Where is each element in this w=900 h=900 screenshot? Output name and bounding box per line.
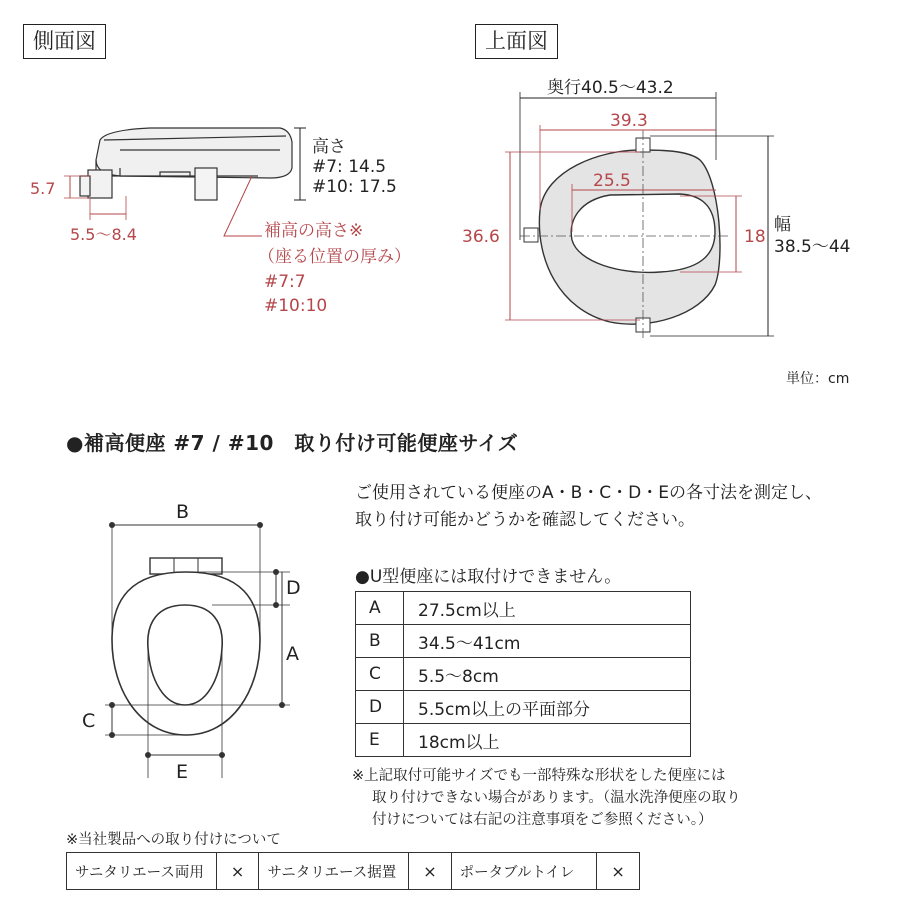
size-value: 34.5〜41cm [404,625,691,658]
compat-name: ポータブルトイレ [452,853,598,889]
raise-10: #10:10 [264,296,328,316]
size-key: D [356,691,404,724]
top-view-drawing [520,130,728,340]
footnote [352,765,842,831]
footnote-line2: 取り付けできない場合があります。（温水洗浄便座の取り [372,790,741,806]
seat-size-diagram [105,522,290,778]
table-row [356,592,691,625]
table-row [356,724,691,757]
dim-39-3: 39.3 [610,111,648,131]
raise-line2: （座る位置の厚み） [258,247,411,267]
u-type-warning: ●U型便座には取付けできません。 [355,567,622,587]
footnote-line3: 付けについては右記の注意事項をご参照ください。） [372,812,713,828]
height-label: 高さ [312,137,346,157]
side-dim-bottom: 5.5〜8.4 [70,225,137,244]
section-title: ●補高便座 #7 / #10 取り付け可能便座サイズ [66,431,519,455]
diagram-label-b: B [176,501,190,523]
size-key: B [356,625,404,658]
compat-table [66,852,640,890]
table-row [356,625,691,658]
compat-mark: × [611,861,625,881]
diagram-label-d: D [286,577,301,599]
compat-name: サニタリエース据置 [259,853,409,889]
dim-36-6: 36.6 [462,227,500,247]
compat-title: ※当社製品への取り付けについて [66,832,281,848]
dim-18: 18 [744,227,766,247]
footnote-line1: ※上記取付可能サイズでも一部特殊な形状をした便座には [352,768,726,784]
height-7: #7: 14.5 [312,157,387,177]
size-key: A [356,592,404,625]
unit-label: 単位：cm [786,371,850,387]
dim-25-5: 25.5 [593,171,631,191]
size-table [355,591,691,757]
compat-mark: × [217,853,259,889]
raise-line1: 補高の高さ※ [264,221,364,241]
depth-label: 奥行40.5〜43.2 [547,78,674,98]
top-view-title: 上面図 [475,24,558,59]
intro-text: ご使用されている便座のA・B・C・D・Eの各寸法を測定し、取り付け可能かどうかを確認してください。 [355,483,822,530]
size-value: 5.5cm以上の平面部分 [404,691,691,724]
compat-mark: × [409,853,451,889]
size-key: C [356,658,404,691]
diagram-label-c: C [82,710,96,732]
side-dim-height: 5.7 [30,179,56,198]
size-value: 18cm以上 [404,724,691,757]
table-row [356,691,691,724]
diagram-label-a: A [286,643,299,665]
size-value: 27.5cm以上 [404,592,691,625]
height-10: #10: 17.5 [312,177,397,197]
width-label: 幅 [774,215,791,235]
size-value: 5.5〜8cm [404,658,691,691]
raise-7: #7:7 [264,272,306,292]
width-value: 38.5〜44 [774,237,851,257]
diagram-label-e: E [176,761,189,783]
size-key: E [356,724,404,757]
compat-name: サニタリエース両用 [67,853,217,889]
side-view-drawing [80,128,292,200]
table-row [356,658,691,691]
side-view-title: 側面図 [23,24,106,59]
